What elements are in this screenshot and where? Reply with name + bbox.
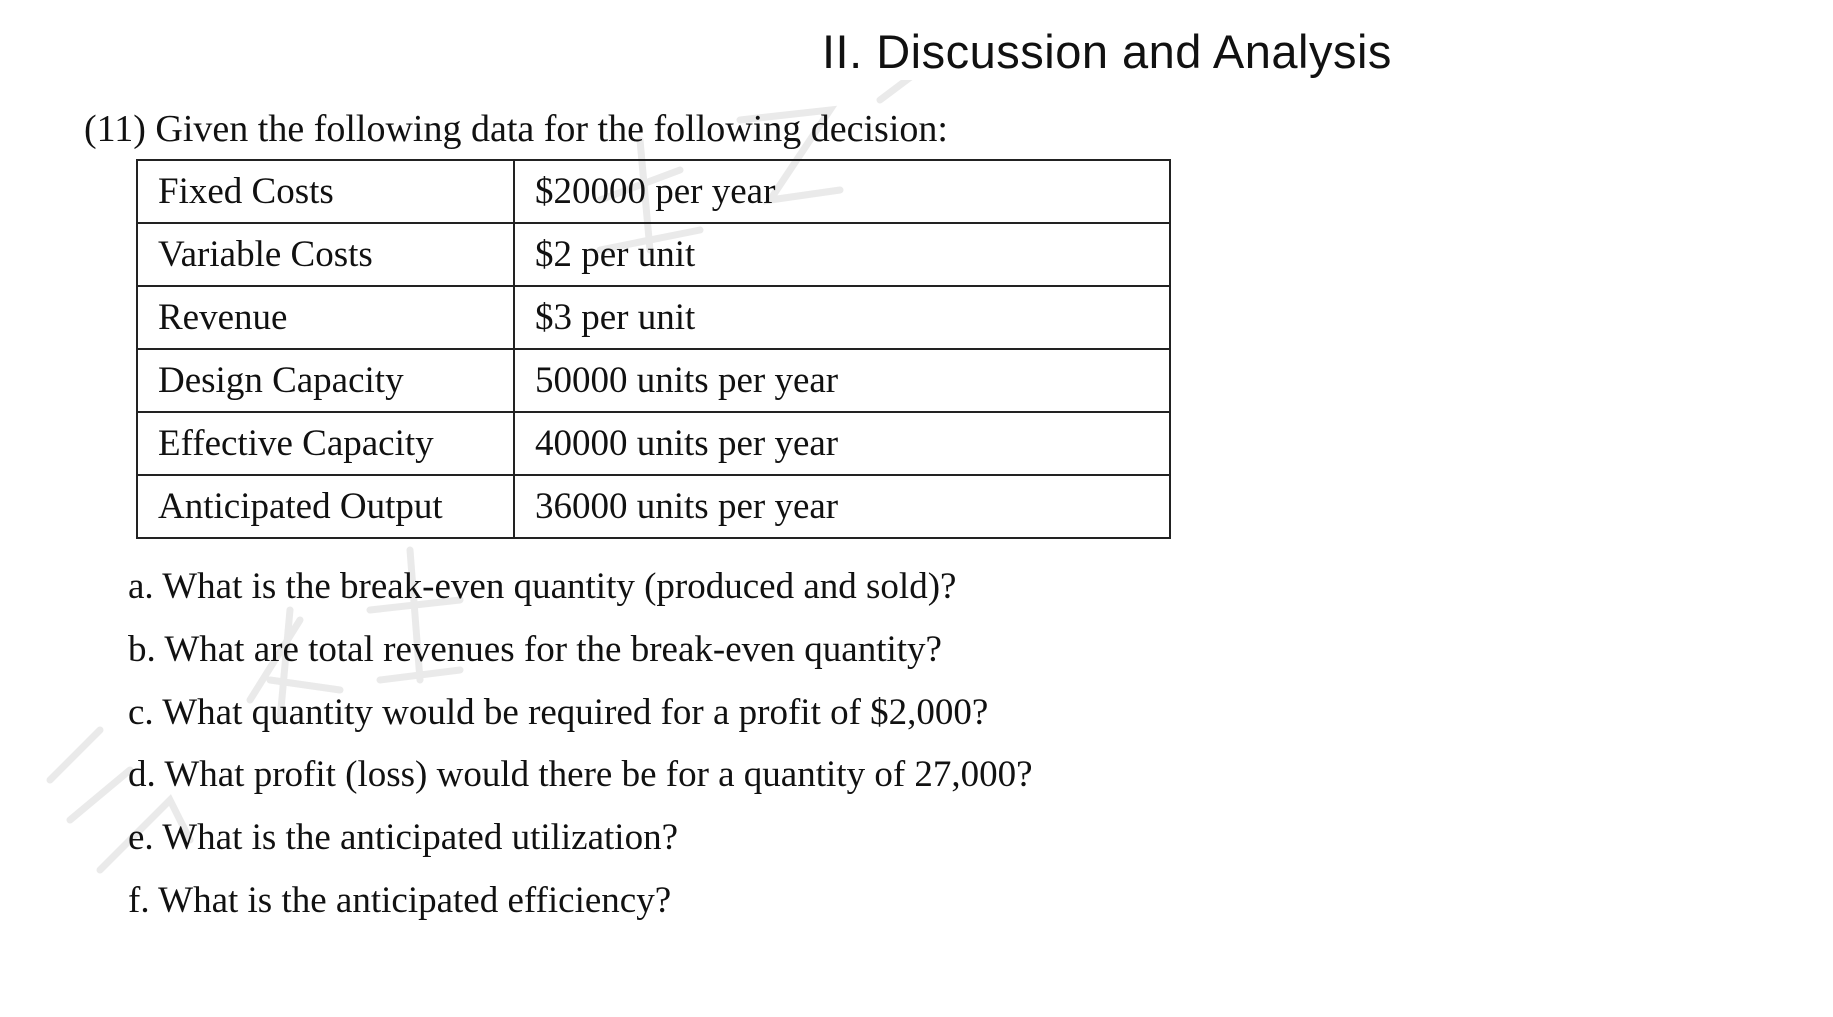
row-label: Effective Capacity (137, 412, 514, 475)
question-b: b. What are total revenues for the break-even quantity? (128, 628, 942, 670)
row-value: 50000 units per year (514, 349, 1170, 412)
question-list (128, 556, 1033, 933)
table-row (137, 349, 1170, 412)
row-label: Revenue (137, 286, 514, 349)
row-label: Fixed Costs (137, 160, 514, 223)
cost-data-table (136, 159, 1171, 539)
problem-intro: (11) Given the following data for the following decision: (84, 108, 948, 150)
row-value: $20000 per year (514, 160, 1170, 223)
question-a: a. What is the break-even quantity (produced and sold)? (128, 566, 957, 607)
table-row (137, 223, 1170, 286)
table-row (137, 412, 1170, 475)
row-value: $2 per unit (514, 223, 1170, 286)
row-value: 36000 units per year (514, 475, 1170, 538)
row-value: $3 per unit (514, 286, 1170, 349)
row-label: Design Capacity (137, 349, 514, 412)
row-value: 40000 units per year (514, 412, 1170, 475)
question-e: e. What is the anticipated utilization? (128, 817, 679, 859)
table-row (137, 160, 1170, 223)
section-heading: II. Discussion and Analysis (822, 25, 1392, 78)
question-c: c. What quantity would be required for a profit of $2,000? (128, 691, 989, 733)
table-row (137, 286, 1170, 349)
question-d: d. What profit (loss) would there be for a quantity of 27,000? (128, 754, 1033, 796)
row-label: Anticipated Output (137, 475, 514, 538)
row-label: Variable Costs (137, 223, 514, 286)
table-row (137, 475, 1170, 538)
question-f: f. What is the anticipated efficiency? (128, 879, 672, 921)
